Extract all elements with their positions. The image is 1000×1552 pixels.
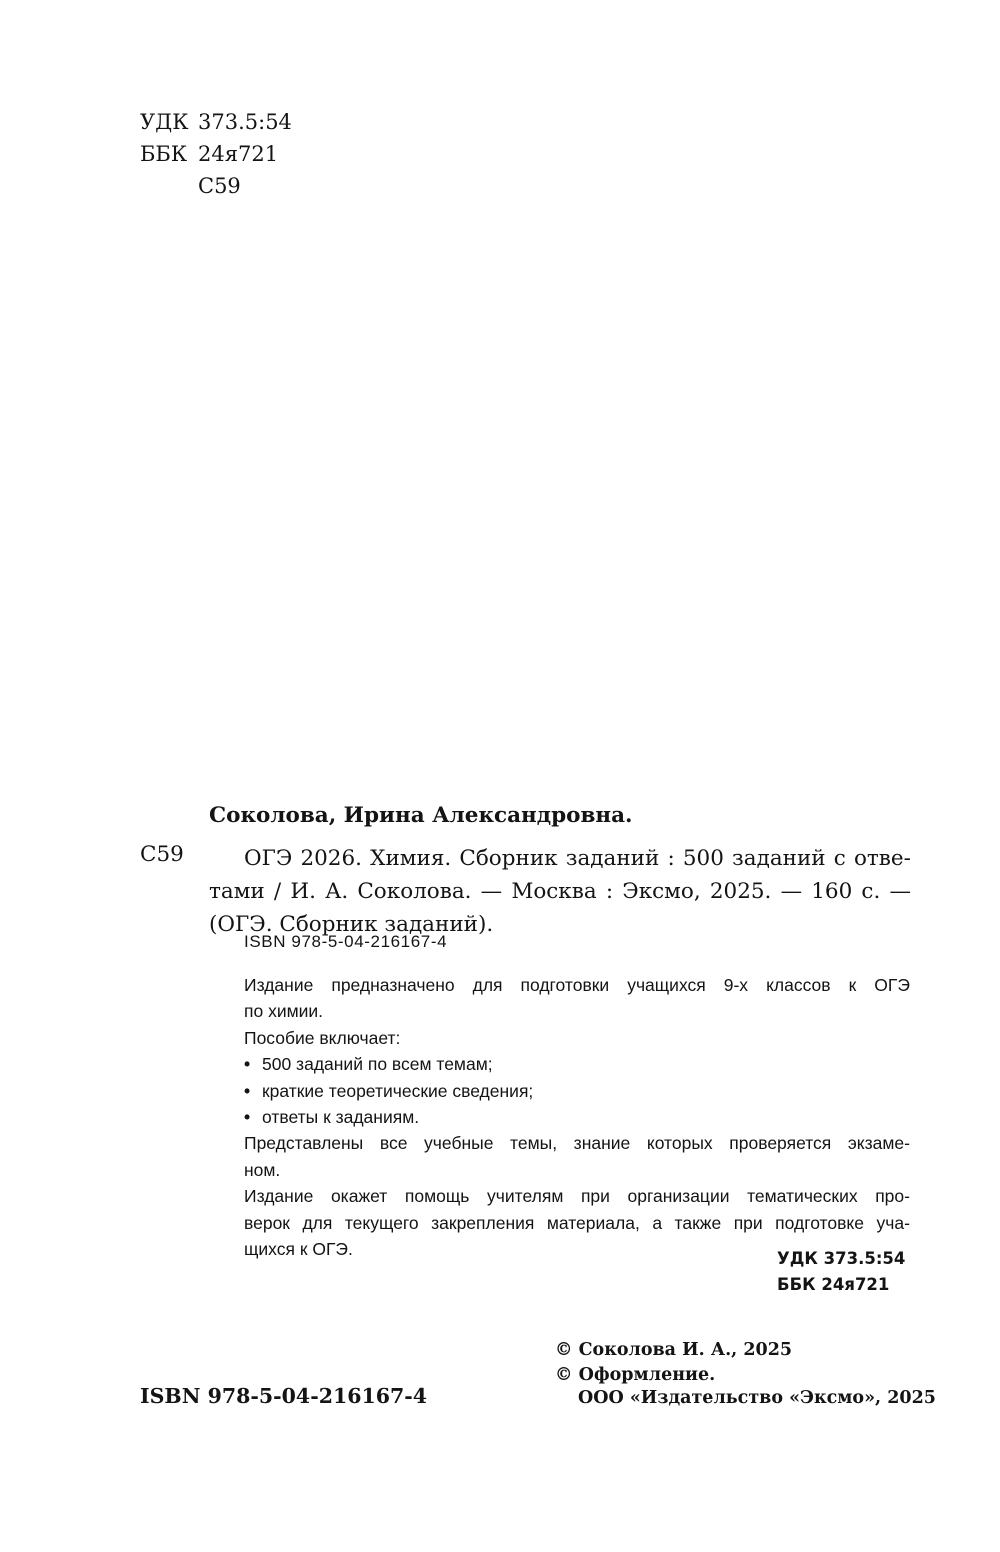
word: : bbox=[605, 879, 614, 904]
word: для bbox=[302, 1212, 333, 1233]
word: : bbox=[667, 846, 675, 871]
word: проверяется bbox=[729, 1133, 832, 1154]
annotation-line bbox=[244, 1130, 910, 1156]
udk-bottom: УДК 373.5:54 bbox=[777, 1249, 906, 1268]
word: с. bbox=[861, 879, 881, 904]
author-mark-row bbox=[140, 170, 292, 202]
word: 500 bbox=[682, 846, 724, 871]
word: при bbox=[580, 1186, 610, 1207]
word: заданий bbox=[565, 846, 660, 871]
author-heading: Соколова, Ирина Александровна. bbox=[209, 803, 633, 828]
annotation-line bbox=[244, 1210, 910, 1236]
word: Издание bbox=[244, 975, 314, 995]
annotation-line bbox=[244, 972, 910, 998]
word: учителям bbox=[487, 1186, 564, 1207]
word: с bbox=[833, 846, 846, 871]
word: все bbox=[379, 1133, 408, 1154]
bullet-text: краткие теоретические сведения; bbox=[262, 1080, 534, 1101]
bullet-text: 500 заданий по всем темам; bbox=[262, 1054, 493, 1075]
bullet-item bbox=[244, 1104, 910, 1130]
bullet-icon: • bbox=[244, 1107, 251, 1128]
annotation-line: по химии. bbox=[244, 1001, 324, 1022]
annotation bbox=[244, 972, 910, 1262]
word: также bbox=[674, 1212, 722, 1233]
word: подготовке bbox=[775, 1212, 864, 1233]
series-title: (ОГЭ. Сборник заданий). bbox=[209, 912, 494, 937]
word: 2025. bbox=[709, 879, 772, 904]
isbn-record: ISBN 978-5-04-216167-4 bbox=[244, 932, 448, 951]
word: / bbox=[273, 879, 282, 904]
word: организации bbox=[627, 1186, 730, 1207]
bullet-item bbox=[244, 1078, 910, 1104]
bullet-item bbox=[244, 1051, 910, 1077]
bullet-icon: • bbox=[244, 1080, 251, 1101]
bbk-row bbox=[140, 138, 292, 170]
copyright-block bbox=[555, 1338, 792, 1388]
word: тами bbox=[209, 879, 265, 904]
word: И. bbox=[290, 879, 316, 904]
word: заданий bbox=[732, 846, 826, 871]
word: экзаме- bbox=[847, 1133, 910, 1154]
word: закрепления bbox=[431, 1212, 535, 1233]
annotation-line: Пособие включает: bbox=[244, 1027, 401, 1048]
annotation-line: щихся к ОГЭ. bbox=[244, 1239, 353, 1260]
word: 2026. bbox=[300, 846, 363, 871]
bullet-icon: • bbox=[244, 1054, 251, 1075]
word: учебные bbox=[424, 1133, 494, 1154]
word: материала, bbox=[546, 1212, 640, 1233]
copyright-design: © Оформление. bbox=[555, 1365, 716, 1385]
bbk-bottom: ББК 24я721 bbox=[777, 1275, 890, 1294]
word: Издание bbox=[244, 1186, 314, 1207]
udk-label: УДК bbox=[140, 110, 189, 134]
word: отве- bbox=[853, 846, 911, 871]
word: предназначено bbox=[331, 975, 455, 995]
copyright-publisher: ООО «Издательство «Эксмо», 2025 bbox=[578, 1388, 936, 1408]
word: Химия. bbox=[370, 846, 452, 871]
annotation-line bbox=[244, 1183, 910, 1209]
word: 160 bbox=[811, 879, 853, 904]
word: которых bbox=[646, 1133, 713, 1154]
word: ОГЭ bbox=[244, 846, 293, 871]
word: про- bbox=[875, 1186, 910, 1207]
word: Представлены bbox=[244, 1133, 364, 1154]
biblio-line-2 bbox=[209, 875, 911, 908]
word: учащихся bbox=[627, 975, 706, 995]
udk-row bbox=[140, 106, 292, 138]
word: знание bbox=[573, 1133, 631, 1154]
word: для bbox=[472, 975, 503, 995]
word: помощь bbox=[404, 1186, 470, 1207]
word: окажет bbox=[330, 1186, 388, 1207]
word: 9-х bbox=[723, 975, 749, 995]
word: текущего bbox=[344, 1212, 419, 1233]
word: верок bbox=[244, 1212, 290, 1233]
isbn-bottom: ISBN 978-5-04-216167-4 bbox=[140, 1384, 428, 1408]
word: тематических bbox=[747, 1186, 858, 1207]
bullet-text: ответы к заданиям. bbox=[262, 1107, 420, 1128]
word: Соколова. bbox=[357, 879, 472, 904]
word: подготовки bbox=[520, 975, 610, 995]
word: Москва bbox=[511, 879, 597, 904]
word: темы, bbox=[510, 1133, 558, 1154]
biblio-line-1 bbox=[209, 842, 911, 875]
word: Эксмо, bbox=[622, 879, 701, 904]
bbk-value: 24я721 bbox=[198, 142, 279, 166]
word: — bbox=[889, 879, 911, 904]
author-mark-top: С59 bbox=[198, 174, 241, 198]
bbk-label: ББК bbox=[140, 142, 188, 166]
classification-top bbox=[140, 106, 292, 202]
bibliographic-description bbox=[209, 842, 911, 941]
udk-value: 373.5:54 bbox=[198, 110, 292, 134]
word: при bbox=[733, 1212, 763, 1233]
word: — bbox=[480, 879, 503, 904]
annotation-line: ном. bbox=[244, 1159, 281, 1180]
word: А. bbox=[325, 879, 349, 904]
word: а bbox=[652, 1212, 663, 1233]
word: к bbox=[848, 975, 857, 995]
word: — bbox=[780, 879, 803, 904]
word: Сборник bbox=[459, 846, 558, 871]
author-mark: С59 bbox=[140, 842, 184, 867]
word: уча- bbox=[876, 1212, 910, 1233]
word: классов bbox=[766, 975, 831, 995]
copyright-author: © Соколова И. А., 2025 bbox=[555, 1340, 793, 1360]
classification-bottom bbox=[777, 1246, 905, 1298]
word: ОГЭ bbox=[874, 975, 910, 995]
